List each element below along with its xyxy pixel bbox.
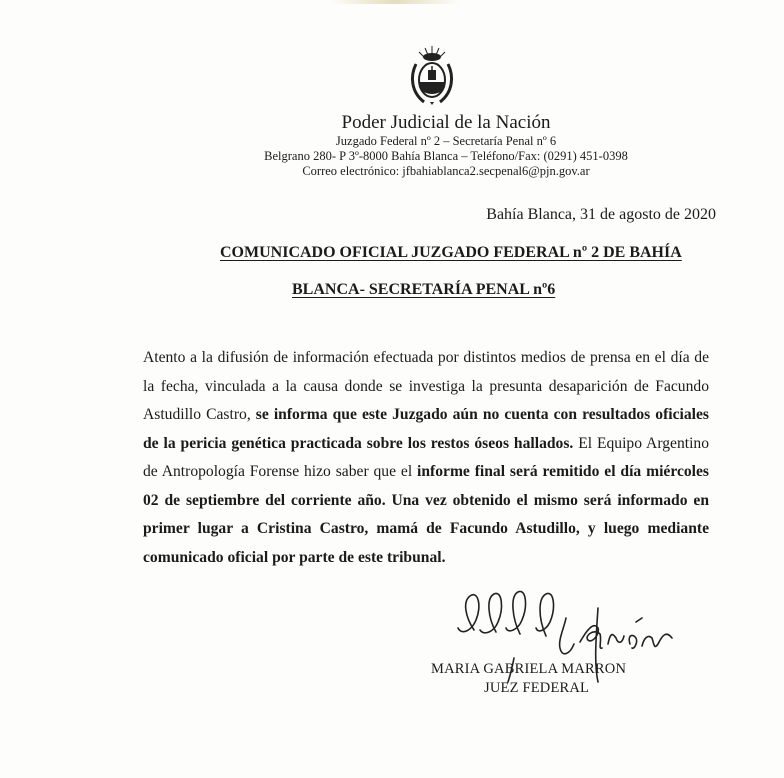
court-email: Correo electrónico: jfbahiablanca2.secpenal6@pjn.gov.ar [302,164,590,178]
scan-edge-mark [330,0,460,4]
body-paragraph [143,344,709,572]
coat-of-arms-icon [408,44,456,106]
document-date: Bahía Blanca, 31 de agosto de 2020 [486,206,716,223]
heading-line-1: COMUNICADO OFICIAL JUZGADO FEDERAL nº 2 DE BAHÍA [220,244,682,261]
signatory-title: JUEZ FEDERAL [484,680,590,696]
body-text-2: El Equipo Argentino de Antropología Forense hizo saber que el [143,434,709,480]
heading-line-2: BLANCA- SECRETARÍA PENAL nº6 [292,281,556,298]
court-address: Belgrano 280- P 3º-8000 Bahía Blanca – Teléfono/Fax: (0291) 451-0398 [264,149,628,163]
institution-name: Poder Judicial de la Nación [341,112,551,133]
body-bold-1: se informa que este Juzgado aún no cuenta con resultados oficiales de la pericia genética practicada sobre los restos óseos hallados. [143,406,709,452]
body-bold-2: informe final será remitido el día miércoles 02 de septiembre del corriente año. Una vez obtenido el mismo será informado en primer lugar a Cristina Castro, mamá de Facundo Astudillo, y luego mediante comunicado oficial por parte de este tribunal. [143,463,710,566]
court-name: Juzgado Federal nº 2 – Secretaría Penal nº 6 [335,134,557,148]
signatory-name: MARIA GABRIELA MARRON [431,661,627,677]
body-text-1: Atento a la difusión de información efectuada por distintos medios de prensa en el día de la fecha, vinculada a la causa donde se investiga la presunta desaparición de Facundo Astudillo Castro, [143,349,709,423]
